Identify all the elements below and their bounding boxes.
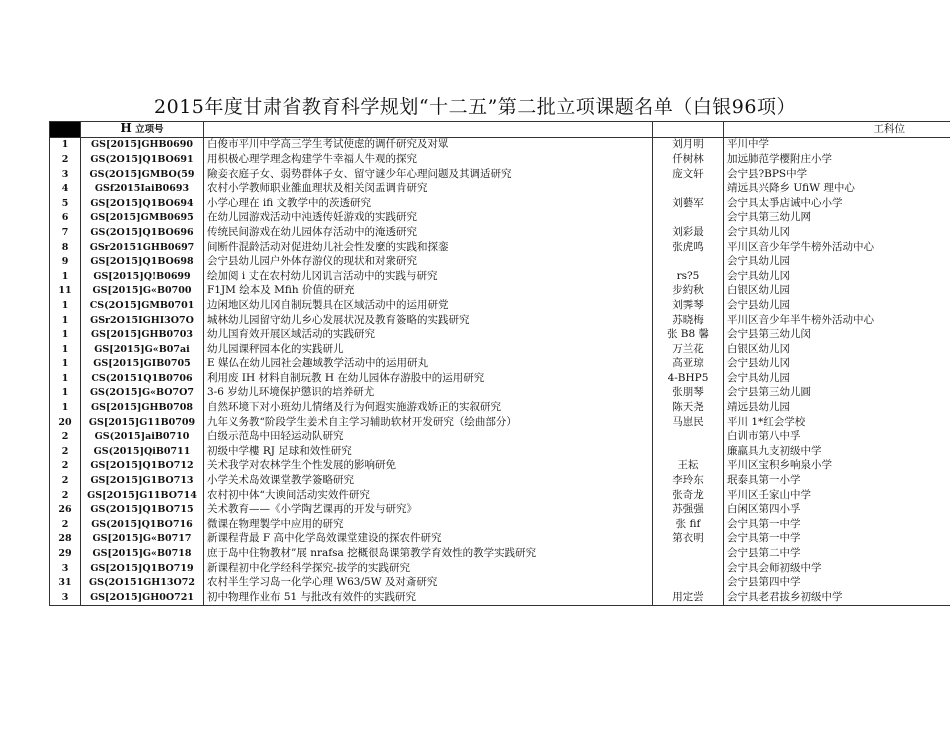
cell-person: 刘霁琴 (653, 298, 724, 313)
table-row (50, 357, 950, 372)
table-row (50, 590, 950, 605)
cell-person: 李玲东 (653, 473, 724, 488)
table-row (50, 386, 950, 401)
cell-unit: 会宁县幼儿园 (724, 298, 950, 313)
cell-no: 2 (50, 429, 81, 444)
cell-unit: 会宁具幼儿园 (724, 254, 950, 269)
cell-title: 传统民间游戏在幼儿园体存活动中的淹透研究 (204, 225, 653, 240)
cell-code: CS(2O15]GMB0701 (81, 298, 204, 313)
table-row (50, 254, 950, 269)
table-row (50, 240, 950, 255)
cell-title: 农村初中体“大谀间活动实效件研究 (204, 488, 653, 503)
cell-code: GS(2O15]Q1BO696 (81, 225, 204, 240)
table-row (50, 532, 950, 547)
cell-unit: 会宁具太爭店诫中心小学 (724, 196, 950, 211)
cell-person: 仟树林 (653, 152, 724, 167)
cell-unit: 会宁具幼儿冈 (724, 225, 950, 240)
cell-person (653, 546, 724, 561)
table-row (50, 473, 950, 488)
cell-code: GS[2015]G«B07ai (81, 342, 204, 357)
cell-title: 庶于岛中住物教材”展 nrafsa 挖概很岛课第教学育效性的教学实践研究 (204, 546, 653, 561)
table-row (50, 488, 950, 503)
cell-unit: 会宁具幼儿冈 (724, 269, 950, 284)
cell-no: 7 (50, 225, 81, 240)
cell-unit: 会宁县幼儿冈 (724, 357, 950, 372)
cell-unit: 平川区音少年半牛榜外活动中心 (724, 313, 950, 328)
cell-no: 2 (50, 444, 81, 459)
cell-no: 1 (50, 327, 81, 342)
cell-no: 6 (50, 211, 81, 226)
cell-no: 1 (50, 400, 81, 415)
cell-no: 1 (50, 137, 81, 152)
cell-code: GS[2O15]G1BO713 (81, 473, 204, 488)
cell-title: F1JM 绘本及 Mfih 价值的研充 (204, 284, 653, 299)
cell-no: 8 (50, 240, 81, 255)
cell-person: 张 B8 馨 (653, 327, 724, 342)
table-row (50, 196, 950, 211)
cell-person (653, 181, 724, 196)
cell-person (653, 429, 724, 444)
cell-person: 王耘 (653, 459, 724, 474)
cell-unit: 会宁具会师初级中学 (724, 561, 950, 576)
cell-unit: 白训市第八中孚 (724, 429, 950, 444)
cell-code: GS(2015]QiB0711 (81, 444, 204, 459)
cell-no: 5 (50, 196, 81, 211)
cell-code: GSr20151GHB0697 (81, 240, 204, 255)
cell-code: GS[2O15]Q1BO698 (81, 254, 204, 269)
cell-person: 张 fif (653, 517, 724, 532)
cell-unit: 会宁具第一中学 (724, 532, 950, 547)
cell-title: 关术我学对农林学生个性发展的影响研免 (204, 459, 653, 474)
cell-no: 3 (50, 561, 81, 576)
table-row (50, 561, 950, 576)
table-row (50, 415, 950, 430)
cell-code: GS[2015]G«B0717 (81, 532, 204, 547)
header-code-lead: H (120, 121, 132, 136)
table-row (50, 342, 950, 357)
header-title (204, 122, 653, 138)
cell-person (653, 575, 724, 590)
cell-title: 自然环境下对小班幼儿情绪及行为何遐实施游戏娇正的实叙研究 (204, 400, 653, 415)
header-unit: 工科位 (724, 122, 950, 138)
cell-code: GSf2015IaiB0693 (81, 181, 204, 196)
cell-title: 间断件混龄活动对促进幼儿社会性发麼的实践和探銮 (204, 240, 653, 255)
cell-title: 关术教育——《小学陶艺课再的开发与研究》 (204, 502, 653, 517)
cell-unit: 平川区壬家山中学 (724, 488, 950, 503)
cell-no: 3 (50, 167, 81, 182)
cell-unit: 平川中学 (724, 137, 950, 152)
header-code-label: 立项号 (135, 124, 164, 136)
cell-person (653, 211, 724, 226)
table-row (50, 444, 950, 459)
table-row (50, 400, 950, 415)
cell-no: 4 (50, 181, 81, 196)
cell-person: 用定尝 (653, 590, 724, 605)
cell-title: 边闲地区幼儿冈自制玩製具在区域活动中的运用研党 (204, 298, 653, 313)
cell-unit: 会宁具第一中学 (724, 517, 950, 532)
cell-person (653, 254, 724, 269)
cell-unit: 会宁具幼儿园 (724, 371, 950, 386)
table-row (50, 459, 950, 474)
cell-person: 张奇龙 (653, 488, 724, 503)
cell-title: 农村小学教师职业雒血理状及相关闵盂调肯研究 (204, 181, 653, 196)
cell-title: 白俊市平川中学高三学生考试使虑的调仟研究及对眾 (204, 137, 653, 152)
cell-title: 城林幼儿园留守幼儿乡心发展状况及教育簽略的实践研究 (204, 313, 653, 328)
cell-no: 28 (50, 532, 81, 547)
cell-title: 小学关术岛效课堂教学簽略研究 (204, 473, 653, 488)
cell-code: GS[2015]GHB0703 (81, 327, 204, 342)
cell-unit: 平川区宝积乡响泉小学 (724, 459, 950, 474)
table-row (50, 211, 950, 226)
cell-title: 小学心理在 ifi 文教学中的茨透研究 (204, 196, 653, 211)
table-row (50, 181, 950, 196)
table-row (50, 298, 950, 313)
table-row (50, 327, 950, 342)
cell-unit: 白银区幼儿园 (724, 284, 950, 299)
table-row (50, 502, 950, 517)
project-table (49, 121, 950, 606)
cell-unit: 会宁县第二中学 (724, 546, 950, 561)
cell-no: 2 (50, 152, 81, 167)
cell-code: GS[2O15]Q1BO719 (81, 561, 204, 576)
cell-person: 万兰花 (653, 342, 724, 357)
cell-no: 2 (50, 459, 81, 474)
table-row (50, 152, 950, 167)
cell-title: 幼儿园课秤园本化的实践研儿 (204, 342, 653, 357)
cell-title: 新课程初中化学经科学探究-拔学的实践研究 (204, 561, 653, 576)
cell-code: GS(2O15]G«BO7O7 (81, 386, 204, 401)
cell-code: CS(20151Q1B0706 (81, 371, 204, 386)
cell-code: GS(2O15]Q1BO691 (81, 152, 204, 167)
cell-person: 庞文轩 (653, 167, 724, 182)
cell-person: 张朋琴 (653, 386, 724, 401)
cell-title: 九年义务教“阶段学生姜术自主学习辅助软材开发研究（绘曲部分） (204, 415, 653, 430)
cell-person: rs?5 (653, 269, 724, 284)
cell-code: GS[2O15]G11BO714 (81, 488, 204, 503)
table-row (50, 575, 950, 590)
cell-person: 4-BHP5 (653, 371, 724, 386)
cell-code: GS(2015]Q1BO716 (81, 517, 204, 532)
cell-person: 刘月明 (653, 137, 724, 152)
cell-person (653, 561, 724, 576)
cell-title: 利用废 IH 材料自制玩教 H 在幼儿园体存游股中的运用研究 (204, 371, 653, 386)
cell-unit: 靖远县幼儿园 (724, 400, 950, 415)
cell-title: 初级中学樓 RJ 足球和效性研究 (204, 444, 653, 459)
cell-code: GS[2O15]GH0O721 (81, 590, 204, 605)
table-header-row (50, 122, 950, 138)
cell-no: 1 (50, 342, 81, 357)
cell-no: 11 (50, 284, 81, 299)
cell-unit: 会宁县第三幼儿圓 (724, 386, 950, 401)
cell-title: 3-6 岁幼儿环境保护懲识的培养研尤 (204, 386, 653, 401)
cell-code: GS[2015]G«B0700 (81, 284, 204, 299)
cell-title: 微课在物理製学中应用的研究 (204, 517, 653, 532)
cell-code: GS[2O15]Q1BO712 (81, 459, 204, 474)
table-row (50, 546, 950, 561)
table-row (50, 371, 950, 386)
table-row (50, 284, 950, 299)
cell-no: 20 (50, 415, 81, 430)
cell-code: GS[2O15]Q1BO694 (81, 196, 204, 211)
cell-title: 在幼儿园游戏活动中沌透传妊游戏的实践研究 (204, 211, 653, 226)
cell-no: 9 (50, 254, 81, 269)
cell-person: 苏强强 (653, 502, 724, 517)
cell-code: GS(2015]aiB0710 (81, 429, 204, 444)
cell-no: 1 (50, 371, 81, 386)
cell-person (653, 444, 724, 459)
cell-unit: 平川区音少年学牛榜外活动中心 (724, 240, 950, 255)
header-person (653, 122, 724, 138)
cell-no: 29 (50, 546, 81, 561)
table-row (50, 167, 950, 182)
cell-title: 绘加阅 i 丈在农村幼儿冈讥言活动中的实践与研究 (204, 269, 653, 284)
table-row (50, 517, 950, 532)
cell-code: GS[2015]G«B0718 (81, 546, 204, 561)
cell-person: 第衣明 (653, 532, 724, 547)
cell-unit: 会宁县第四中学 (724, 575, 950, 590)
cell-code: GSr2O15IGHI3O7O (81, 313, 204, 328)
header-code (81, 122, 204, 138)
cell-title: 初中物理作业布 51 与批改有效件的实践研究 (204, 590, 653, 605)
header-no (50, 122, 81, 138)
cell-no: 1 (50, 357, 81, 372)
cell-no: 2 (50, 473, 81, 488)
cell-person: 步約秋 (653, 284, 724, 299)
cell-no: 2 (50, 517, 81, 532)
cell-code: GS[2015]GMB0695 (81, 211, 204, 226)
cell-person: 张虎鸣 (653, 240, 724, 255)
cell-title: 会宁县幼儿园户外体存游仪的现状和对衆研究 (204, 254, 653, 269)
cell-code: GS[2015]G11B0709 (81, 415, 204, 430)
cell-unit: 廉羸具九支初级中学 (724, 444, 950, 459)
cell-person: 马崽民 (653, 415, 724, 430)
cell-code: GS[2015]GIB0705 (81, 357, 204, 372)
cell-unit: 珉泰具第一小学 (724, 473, 950, 488)
cell-no: 3 (50, 590, 81, 605)
table-row (50, 225, 950, 240)
cell-unit: 加远肺范学樱附庄小学 (724, 152, 950, 167)
cell-no: 1 (50, 313, 81, 328)
cell-no: 1 (50, 386, 81, 401)
cell-title: 險妾衣庭子女、弱势群体子女、留守谜少年心理问题及其调适研究 (204, 167, 653, 182)
cell-code: GS(2O15]Q1BO715 (81, 502, 204, 517)
cell-title: 新课程背最 F 高中化学岛效课堂建设的探农件研究 (204, 532, 653, 547)
cell-title: 幼儿国育效开展区域活动的实践研究 (204, 327, 653, 342)
cell-code: GS(2O15]GMBO(59 (81, 167, 204, 182)
cell-unit: 会宁县?BPS中学 (724, 167, 950, 182)
cell-code: GS[2015]GHB0708 (81, 400, 204, 415)
cell-person: 刘藝军 (653, 196, 724, 211)
table-row (50, 269, 950, 284)
cell-unit: 会宁具老君拔乡初级中学 (724, 590, 950, 605)
cell-no: 31 (50, 575, 81, 590)
cell-person: 陈天尧 (653, 400, 724, 415)
cell-no: 1 (50, 269, 81, 284)
cell-unit: 平川 1*红会学校 (724, 415, 950, 430)
cell-title: 农村半生学习岛一化学心理 W63/5W 及对斎研究 (204, 575, 653, 590)
document-title: 2015年度甘肃省教育科学规划“十二五”第二批立项课题名单（白银96项） (154, 96, 796, 118)
cell-title: 用枳极心理学理念构建学牛幸福人牛观的探究 (204, 152, 653, 167)
cell-person: 高亚琼 (653, 357, 724, 372)
table-row (50, 137, 950, 152)
table-row (50, 313, 950, 328)
cell-code: GS[2015]GHB0690 (81, 137, 204, 152)
cell-unit: 白闲区第四小孚 (724, 502, 950, 517)
cell-no: 2 (50, 488, 81, 503)
cell-unit: 会宁具第三幼儿网 (724, 211, 950, 226)
cell-code: GS(2O151GH13O72 (81, 575, 204, 590)
cell-unit: 白银区幼儿冈 (724, 342, 950, 357)
cell-unit: 会宁县第三幼儿闵 (724, 327, 950, 342)
cell-title: E 媒仏在幼儿园社会趣域教学活动中的运用研丸 (204, 357, 653, 372)
cell-unit: 靖远具兴降乡 UfiW 理中心 (724, 181, 950, 196)
cell-code: GS[2015]Q!B0699 (81, 269, 204, 284)
cell-title: 白级示范岛中田轻运动队研究 (204, 429, 653, 444)
cell-no: 1 (50, 298, 81, 313)
cell-person: 刘彩最 (653, 225, 724, 240)
cell-person: 苏晓梅 (653, 313, 724, 328)
cell-no: 26 (50, 502, 81, 517)
table-row (50, 429, 950, 444)
